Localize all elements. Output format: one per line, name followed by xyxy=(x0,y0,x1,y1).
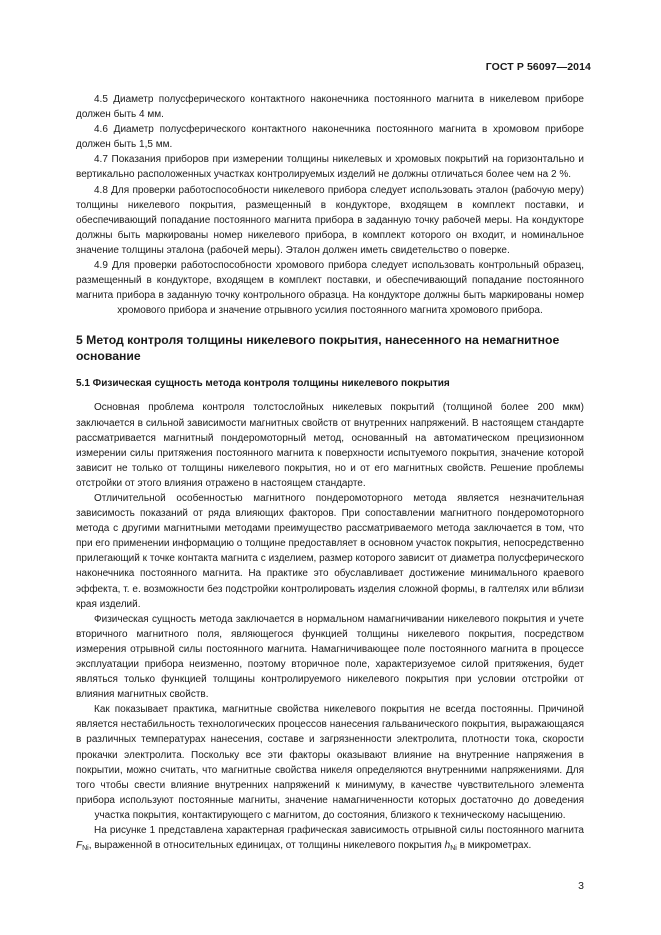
body-paragraph: Отличительной особенностью магнитного пондеромоторного метода является незначительная зависимость показаний от ряда влияющих факторов. При сопоставлении магнитного пондеромоторного метода с другими магнитными методами преимущество рассматриваемого метода заключается в том, что при его применении информацию о толщине предоставляет в основном участок покрытия, непосредственно прилегающий к точке контакта магнита с изделием, размер которого зависит от диаметра полусферического наконечника постоянного магнита. На практике это обуславливает достижение минимального краевого эффекта, т. е. возможности без подстройки контролировать изделия сложной формы, в галтелях или вблизи края изделий. xyxy=(76,492,584,610)
paragraph-4-9: 4.9 Для проверки работоспособности хромового прибора следует использовать контрольный образец, размещенный в кондукторе, входящем в комплект поставки, и обеспечивающий попадание постоянного магнита прибора в заданную точку контрольного образца. На кондукторе должны быть маркированы номер хромового прибора и значение отрывного усилия постоянного магнита хромового прибора. xyxy=(76,260,584,317)
figure-reference-paragraph xyxy=(76,823,584,856)
paragraph-4-5: 4.5 Диаметр полусферического контактного наконечника постоянного магнита в никелевом приборе должен быть 4 мм. xyxy=(76,94,584,121)
paragraph-4-7: 4.7 Показания приборов при измерении толщины никелевых и хромовых покрытий на горизонтально и вертикально расположенных участках контролируемых изделий не должны отличаться более чем на 2 %. xyxy=(76,154,584,181)
paragraph-4-6: 4.6 Диаметр полусферического контактного наконечника постоянного магнита в хромовом приборе должен быть 1,5 мм. xyxy=(76,124,584,151)
section-5-heading: 5 Метод контроля толщины никелевого покрытия, нанесенного на немагнитное основание xyxy=(76,333,560,364)
page-number: 3 xyxy=(578,880,584,892)
standard-header: ГОСТ Р 56097—2014 xyxy=(485,61,591,73)
body-paragraph: Основная проблема контроля толстослойных никелевых покрытий (толщиной более 200 мкм) заключается в сильной зависимости магнитных свойств от внутренних напряжений. В настоящем стандарте рассматривается магнитный пондеромоторный метод, основанный на автоматическом прецизионном измерении силы притяжения постоянного магнита к поверхности испытуемого покрытия, значение которой зависит не только от толщины никелевого покрытия, но и от его магнитных свойств. Решение проблемы отстройки от этого влияния отражено в настоящем стандарте. xyxy=(76,402,584,489)
text-fragment: , выраженной в относительных единицах, от толщины никелевого покрытия xyxy=(88,840,442,852)
subsection-5-1-heading: 5.1 Физическая сущность метода контроля толщины никелевого покрытия xyxy=(76,378,450,390)
body-paragraph: Физическая сущность метода заключается в нормальном намагничивании никелевого покрытия и учете вторичного магнитного поля, являющегося функцией толщины никелевого покрытия, посредством измерения отрывной силы постоянного магнита. Намагничивающее поле постоянного магнита в процессе эксплуатации прибора неизменно, поэтому вторичное поле, характеризуемое силой притяжения, будет являться только функцией толщины контролируемого никелевого покрытия при условии отстройки от влияния магнитных свойств. xyxy=(76,613,584,701)
subscript-ni: Ni xyxy=(82,845,89,853)
text-fragment: На рисунке 1 представлена характерная графическая зависимость отрывной силы постоянного магнита xyxy=(94,825,584,837)
paragraph-4-8: 4.8 Для проверки работоспособности никелевого прибора следует использовать эталон (рабочую меру) толщины никелевого покрытия, размещенный в кондукторе, входящем в комплект поставки, и обеспечивающий попадание постоянного магнита прибора в заданную точку рабочей меры. На кондукторе должны быть маркированы номер никелевого прибора, в комплект которого он входит, и номинальное значение толщины эталона (рабочей меры). Эталон должен иметь свидетельство о поверке. xyxy=(76,184,584,256)
page-content xyxy=(76,92,584,856)
text-fragment: в микрометрах. xyxy=(459,840,532,852)
subscript-ni: Ni xyxy=(450,845,457,853)
symbol-thickness: $h_{Ni}$ xyxy=(444,840,457,853)
symbol-force: $F_{Ni}$ xyxy=(76,840,89,853)
body-paragraph: Как показывает практика, магнитные свойства никелевого покрытия не всегда постоянны. Причиной является нестабильность технологических процессов нанесения гальванического покрытия, выражающаяся в различных температурах нанесения, составе и загрязненности электролита, плотности тока, скорости прокачки электролита. Поскольку все эти факторы оказывают влияние на внутренние напряжения в покрытии, можно считать, что магнитные свойства никеля определяются внутренними напряжениями. Для того чтобы свести влияние внутренних напряжений к минимуму, в качестве чувствительного элемента прибора используют постоянные магниты, значение намагниченности которых достаточно до доведения участка покрытия, контактирующего с магнитом, до состояния, близкого к техническому насыщению. xyxy=(76,704,584,821)
